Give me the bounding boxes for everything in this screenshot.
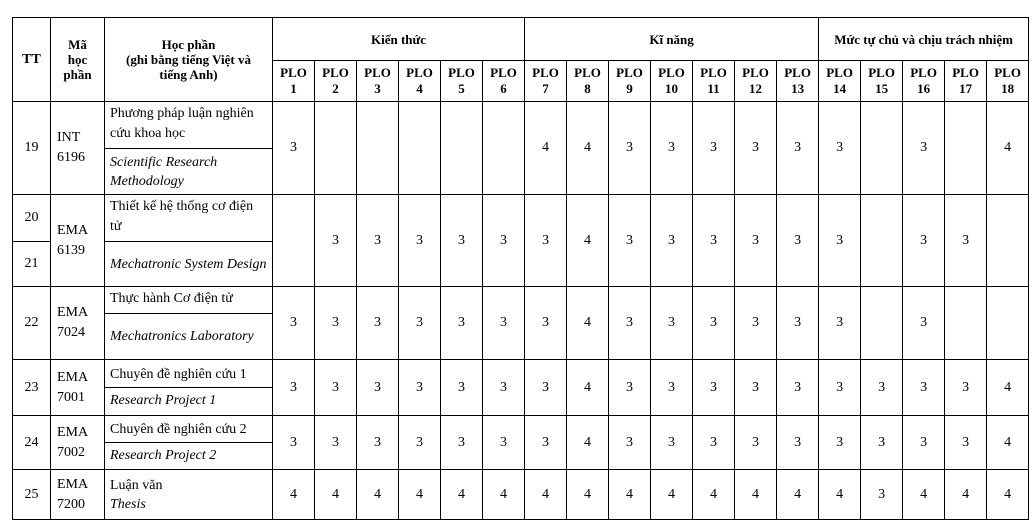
plo-number: 17 <box>959 81 973 96</box>
plo-prefix: PLO <box>742 65 769 80</box>
header-plo-5 <box>441 61 483 102</box>
table-row <box>13 195 1029 242</box>
plo-number: 5 <box>458 81 465 96</box>
plo-value: 4 <box>987 102 1029 195</box>
plo-value: 3 <box>441 195 483 287</box>
header-group-ki-nang: Kĩ năng <box>525 18 819 61</box>
plo-value <box>483 102 525 195</box>
plo-value: 3 <box>819 416 861 470</box>
header-plo-1 <box>273 61 315 102</box>
plo-prefix: PLO <box>700 65 727 80</box>
header-tt: TT <box>13 18 51 102</box>
plo-value: 4 <box>945 470 987 520</box>
table-row <box>13 360 1029 416</box>
row-tt: 24 <box>13 416 51 470</box>
header-hoc-phan <box>105 18 273 102</box>
row-tt: 21 <box>13 242 51 287</box>
plo-value: 3 <box>399 195 441 287</box>
plo-value: 3 <box>777 287 819 360</box>
plo-value: 3 <box>819 102 861 195</box>
plo-value: 3 <box>735 102 777 195</box>
table-row <box>13 416 1029 470</box>
header-plo-6 <box>483 61 525 102</box>
header-plo-12 <box>735 61 777 102</box>
plo-value: 3 <box>693 416 735 470</box>
row-tt: 20 <box>13 195 51 242</box>
course-code: EMA 7001 <box>51 360 105 416</box>
plo-value: 3 <box>525 195 567 287</box>
plo-number: 18 <box>1001 81 1015 96</box>
plo-value: 3 <box>399 360 441 416</box>
plo-value <box>945 102 987 195</box>
plo-value: 4 <box>441 470 483 520</box>
plo-value: 3 <box>525 360 567 416</box>
plo-value: 4 <box>987 360 1029 416</box>
header-group-kien-thuc: Kiến thức <box>273 18 525 61</box>
plo-value: 3 <box>945 416 987 470</box>
plo-prefix: PLO <box>952 65 979 80</box>
table-row <box>13 287 1029 314</box>
header-plo-4 <box>399 61 441 102</box>
plo-value: 3 <box>777 102 819 195</box>
plo-value: 3 <box>735 360 777 416</box>
plo-value: 3 <box>483 416 525 470</box>
row-tt: 22 <box>13 287 51 360</box>
plo-value: 4 <box>483 470 525 520</box>
row-tt: 25 <box>13 470 51 520</box>
plo-value: 3 <box>357 195 399 287</box>
plo-value: 3 <box>399 287 441 360</box>
plo-value: 3 <box>315 360 357 416</box>
table-row <box>13 102 1029 149</box>
plo-value: 3 <box>483 195 525 287</box>
plo-value: 3 <box>735 195 777 287</box>
plo-number: 9 <box>626 81 633 96</box>
plo-value <box>861 102 903 195</box>
plo-value: 3 <box>273 416 315 470</box>
plo-value: 3 <box>357 416 399 470</box>
course-name-en: Research Project 1 <box>110 393 217 408</box>
plo-value <box>945 287 987 360</box>
plo-value: 4 <box>567 195 609 287</box>
plo-value: 4 <box>525 470 567 520</box>
plo-value: 3 <box>819 287 861 360</box>
plo-value: 3 <box>273 360 315 416</box>
header-plo-8 <box>567 61 609 102</box>
plo-value: 4 <box>777 470 819 520</box>
header-ma-hoc-phan: Mã học phần <box>51 18 105 102</box>
plo-value: 3 <box>609 287 651 360</box>
plo-value: 4 <box>525 102 567 195</box>
plo-number: 14 <box>833 81 847 96</box>
plo-matrix-table <box>12 17 1029 520</box>
plo-number: 15 <box>875 81 889 96</box>
plo-number: 1 <box>290 81 297 96</box>
course-name-vi: Chuyên đề nghiên cứu 2 <box>105 420 272 443</box>
course-name <box>105 360 273 416</box>
plo-number: 7 <box>542 81 549 96</box>
plo-value: 4 <box>567 470 609 520</box>
plo-value: 3 <box>651 195 693 287</box>
plo-value: 3 <box>315 195 357 287</box>
plo-number: 2 <box>332 81 339 96</box>
plo-value: 3 <box>525 416 567 470</box>
header-plo-14 <box>819 61 861 102</box>
plo-value: 3 <box>693 195 735 287</box>
plo-prefix: PLO <box>868 65 895 80</box>
plo-value: 3 <box>357 287 399 360</box>
course-code: EMA 7002 <box>51 416 105 470</box>
plo-value: 4 <box>735 470 777 520</box>
plo-value: 3 <box>861 470 903 520</box>
plo-value: 3 <box>441 416 483 470</box>
plo-value: 3 <box>819 360 861 416</box>
plo-value: 3 <box>651 287 693 360</box>
plo-value: 3 <box>651 416 693 470</box>
plo-prefix: PLO <box>280 65 307 80</box>
plo-value: 3 <box>903 195 945 287</box>
plo-value: 4 <box>987 416 1029 470</box>
plo-value: 3 <box>441 360 483 416</box>
table-row <box>13 470 1029 520</box>
plo-value: 3 <box>903 360 945 416</box>
plo-value: 3 <box>483 287 525 360</box>
header-plo-16 <box>903 61 945 102</box>
plo-value: 3 <box>903 102 945 195</box>
plo-value: 4 <box>357 470 399 520</box>
plo-value: 3 <box>651 360 693 416</box>
plo-value: 3 <box>861 416 903 470</box>
course-name-vi: Thực hành Cơ điện tử <box>105 287 273 314</box>
plo-prefix: PLO <box>616 65 643 80</box>
plo-value: 3 <box>273 102 315 195</box>
plo-value: 3 <box>525 287 567 360</box>
plo-value: 4 <box>273 470 315 520</box>
course-name-vi: Phương pháp luận nghiên cứu khoa học <box>105 102 273 149</box>
header-plo-17 <box>945 61 987 102</box>
course-name-en: Mechatronics Laboratory <box>105 314 273 360</box>
plo-value: 4 <box>315 470 357 520</box>
course-name <box>105 416 273 470</box>
plo-value <box>441 102 483 195</box>
plo-value: 3 <box>861 360 903 416</box>
plo-value: 3 <box>945 360 987 416</box>
plo-value: 4 <box>693 470 735 520</box>
plo-value: 3 <box>609 102 651 195</box>
plo-prefix: PLO <box>448 65 475 80</box>
plo-prefix: PLO <box>784 65 811 80</box>
row-tt: 19 <box>13 102 51 195</box>
plo-prefix: PLO <box>994 65 1021 80</box>
plo-value <box>273 195 315 287</box>
plo-value: 3 <box>399 416 441 470</box>
plo-number: 11 <box>707 81 720 96</box>
plo-value <box>861 287 903 360</box>
plo-value: 4 <box>567 416 609 470</box>
plo-value: 3 <box>273 287 315 360</box>
header-plo-9 <box>609 61 651 102</box>
plo-value: 3 <box>651 102 693 195</box>
plo-value <box>987 287 1029 360</box>
plo-value: 3 <box>315 287 357 360</box>
plo-value: 3 <box>441 287 483 360</box>
plo-value: 3 <box>777 195 819 287</box>
plo-value: 3 <box>735 416 777 470</box>
course-name-en: Thesis <box>110 496 146 512</box>
plo-value <box>987 195 1029 287</box>
header-plo-18 <box>987 61 1029 102</box>
plo-value: 3 <box>735 287 777 360</box>
plo-prefix: PLO <box>406 65 433 80</box>
header-plo-3 <box>357 61 399 102</box>
course-name-en: Scientific Research Methodology <box>105 149 273 195</box>
course-name-en: Research Project 2 <box>110 448 217 463</box>
plo-value: 4 <box>651 470 693 520</box>
header-plo-2 <box>315 61 357 102</box>
plo-value: 4 <box>819 470 861 520</box>
header-plo-15 <box>861 61 903 102</box>
header-hoc-phan-note: (ghi bằng tiếng Việt và tiếng Anh) <box>126 52 251 82</box>
plo-value: 3 <box>903 287 945 360</box>
plo-prefix: PLO <box>490 65 517 80</box>
header-hoc-phan-title: Học phần <box>161 37 216 52</box>
header-plo-13 <box>777 61 819 102</box>
plo-number: 13 <box>791 81 805 96</box>
plo-value: 3 <box>903 416 945 470</box>
course-name-en: Mechatronic System Design <box>105 242 273 287</box>
plo-prefix: PLO <box>910 65 937 80</box>
plo-value: 3 <box>609 195 651 287</box>
plo-number: 16 <box>917 81 931 96</box>
plo-value: 3 <box>945 195 987 287</box>
plo-value: 4 <box>987 470 1029 520</box>
plo-number: 12 <box>749 81 763 96</box>
plo-value <box>399 102 441 195</box>
plo-value: 3 <box>315 416 357 470</box>
plo-value: 4 <box>567 287 609 360</box>
plo-value: 4 <box>399 470 441 520</box>
plo-value: 4 <box>567 102 609 195</box>
plo-prefix: PLO <box>574 65 601 80</box>
plo-value <box>315 102 357 195</box>
plo-value: 3 <box>693 102 735 195</box>
plo-value: 3 <box>777 360 819 416</box>
plo-number: 10 <box>665 81 679 96</box>
header-group-tu-chu: Mức tự chủ và chịu trách nhiệm <box>819 18 1029 61</box>
plo-value: 3 <box>483 360 525 416</box>
plo-value: 4 <box>567 360 609 416</box>
plo-value: 3 <box>609 360 651 416</box>
course-name-vi: Chuyên đề nghiên cứu 1 <box>105 365 272 388</box>
plo-value: 4 <box>903 470 945 520</box>
plo-prefix: PLO <box>658 65 685 80</box>
plo-number: 4 <box>416 81 423 96</box>
plo-number: 8 <box>584 81 591 96</box>
plo-value: 3 <box>693 360 735 416</box>
plo-value: 3 <box>609 416 651 470</box>
course-code: EMA 7200 <box>51 470 105 520</box>
course-code: EMA 6139 <box>51 195 105 287</box>
plo-number: 3 <box>374 81 381 96</box>
plo-number: 6 <box>500 81 507 96</box>
plo-prefix: PLO <box>532 65 559 80</box>
header-plo-7 <box>525 61 567 102</box>
course-name-vi: Thiết kế hệ thống cơ điện tử <box>105 195 273 242</box>
plo-prefix: PLO <box>322 65 349 80</box>
plo-value <box>357 102 399 195</box>
plo-value: 3 <box>777 416 819 470</box>
course-name <box>105 470 273 520</box>
plo-prefix: PLO <box>826 65 853 80</box>
plo-value <box>861 195 903 287</box>
plo-value: 4 <box>609 470 651 520</box>
plo-value: 3 <box>693 287 735 360</box>
course-name-vi: Luận văn <box>110 477 163 493</box>
course-code: EMA 7024 <box>51 287 105 360</box>
row-tt: 23 <box>13 360 51 416</box>
plo-value: 3 <box>819 195 861 287</box>
course-code: INT 6196 <box>51 102 105 195</box>
header-plo-11 <box>693 61 735 102</box>
header-plo-10 <box>651 61 693 102</box>
plo-prefix: PLO <box>364 65 391 80</box>
plo-value: 3 <box>357 360 399 416</box>
